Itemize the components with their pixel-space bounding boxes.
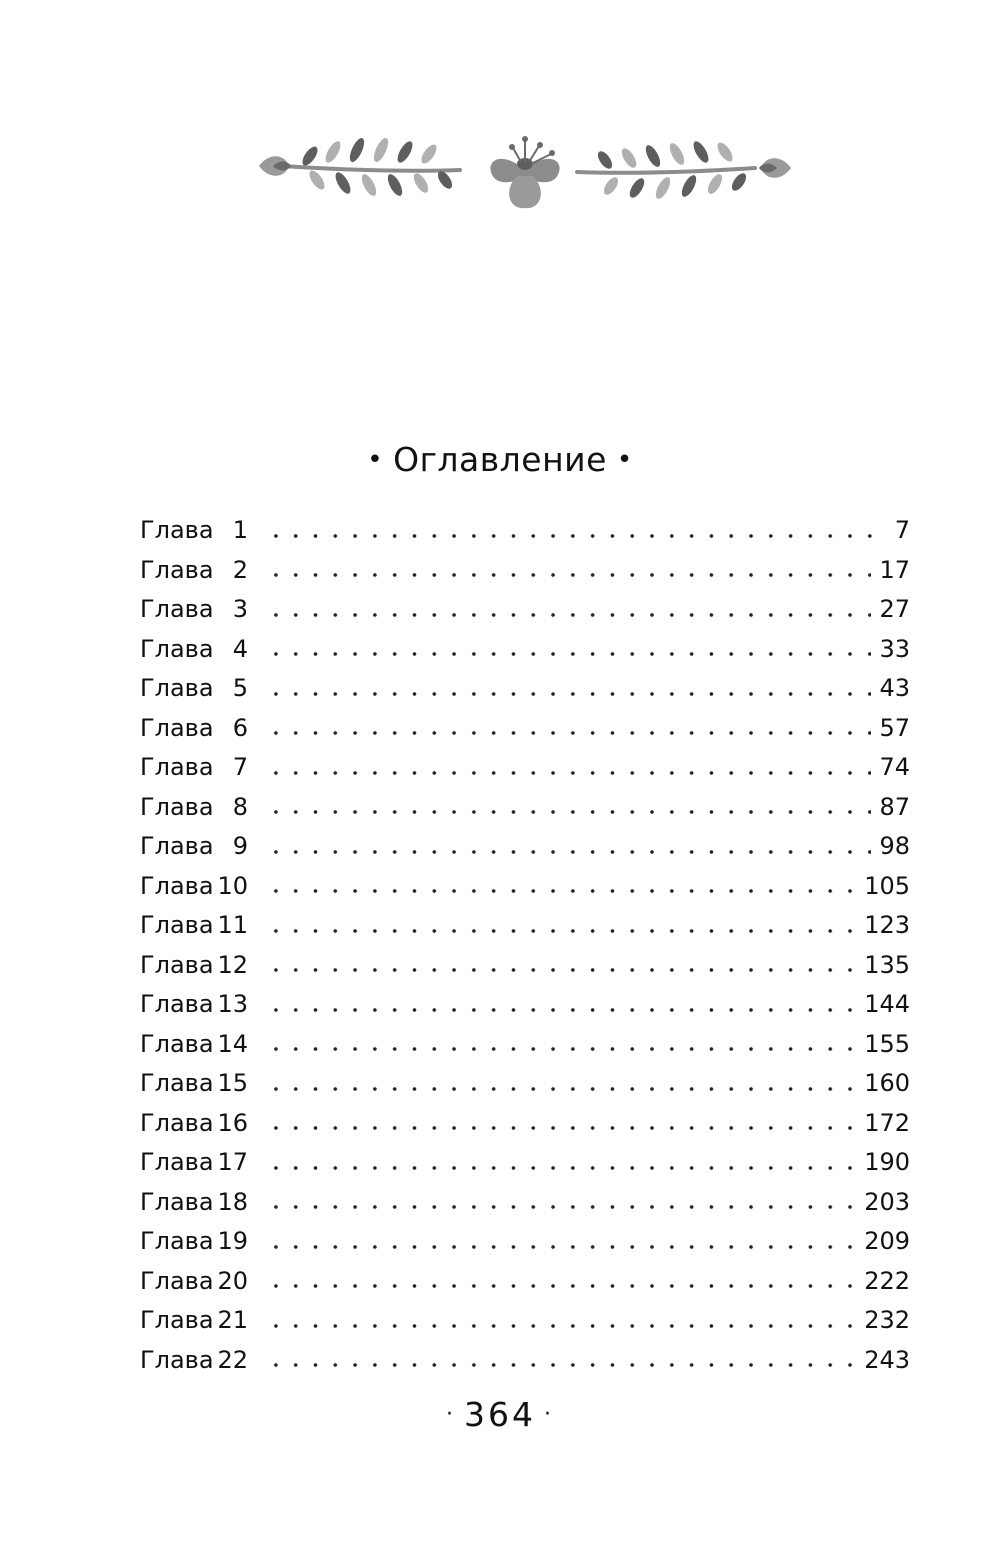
toc-entry — [140, 985, 910, 1025]
chapter-page-number: 144 — [864, 990, 910, 1018]
chapter-number: 11 — [217, 911, 248, 939]
chapter-number: 7 — [232, 753, 248, 781]
chapter-number: 3 — [232, 595, 248, 623]
dot-leader — [266, 1201, 856, 1213]
dot-leader — [266, 1280, 856, 1292]
chapter-page-number: 203 — [864, 1187, 910, 1216]
chapter-number: 10 — [217, 871, 248, 900]
toc-entry — [140, 590, 910, 630]
toc-entry — [140, 1143, 910, 1183]
dot-leader — [266, 1043, 856, 1055]
chapter-page-number: 74 — [879, 753, 910, 781]
chapter-number: 13 — [217, 990, 248, 1018]
chapter-page-number: 160 — [864, 1069, 910, 1097]
chapter-number: 18 — [217, 1187, 248, 1216]
chapter-page-number: 222 — [864, 1266, 910, 1295]
chapter-number: 2 — [232, 555, 248, 584]
dot-leader — [266, 648, 871, 660]
chapter-number: 19 — [217, 1227, 248, 1255]
chapter-number: 12 — [217, 950, 248, 979]
chapter-number: 14 — [217, 1029, 248, 1058]
center-flower-icon — [490, 136, 559, 208]
toc-entry — [140, 748, 910, 788]
dot-leader — [266, 1083, 856, 1095]
chapter-word: Глава — [140, 1108, 214, 1137]
folio-bullet-left: · — [446, 1402, 456, 1427]
chapter-page-number: 155 — [864, 1029, 910, 1058]
right-branch-icon — [577, 139, 791, 201]
chapter-word: Глава — [140, 1029, 214, 1058]
chapter-page-number: 33 — [879, 634, 910, 663]
toc-entry — [140, 1104, 910, 1144]
chapter-word: Глава — [140, 950, 214, 979]
chapter-word: Глава — [140, 1306, 214, 1334]
chapter-number: 9 — [232, 832, 248, 860]
chapter-number: 8 — [232, 792, 248, 821]
toc-entry — [140, 1262, 910, 1302]
chapter-page-number: 135 — [864, 950, 910, 979]
chapter-page-number: 7 — [894, 516, 910, 544]
chapter-page-number: 190 — [864, 1148, 910, 1176]
chapter-page-number: 98 — [879, 832, 910, 860]
chapter-number: 22 — [217, 1345, 248, 1374]
chapter-word: Глава — [140, 1266, 214, 1295]
toc-entry — [140, 669, 910, 709]
chapter-page-number: 87 — [879, 792, 910, 821]
chapter-word: Глава — [140, 674, 214, 702]
chapter-page-number: 172 — [864, 1108, 910, 1137]
chapter-word: Глава — [140, 1227, 214, 1255]
dot-leader — [266, 569, 871, 581]
chapter-page-number: 27 — [879, 595, 910, 623]
chapter-number: 5 — [232, 674, 248, 702]
toc-entry — [140, 946, 910, 986]
dot-leader — [266, 885, 856, 897]
toc-entry — [140, 551, 910, 591]
chapter-number: 17 — [217, 1148, 248, 1176]
toc-entry — [140, 906, 910, 946]
chapter-word: Глава — [140, 1345, 214, 1374]
chapter-word: Глава — [140, 713, 214, 742]
dot-leader — [266, 530, 886, 542]
table-of-contents — [140, 511, 910, 1380]
toc-entry — [140, 511, 910, 551]
toc-entry — [140, 827, 910, 867]
folio-bullet-right: · — [544, 1402, 554, 1427]
dot-leader — [266, 846, 871, 858]
left-branch-icon — [259, 136, 460, 198]
title-bullet-right: • — [616, 445, 633, 475]
dot-leader — [266, 1320, 856, 1332]
chapter-word: Глава — [140, 832, 214, 860]
chapter-page-number: 232 — [864, 1306, 910, 1334]
dot-leader — [266, 925, 856, 937]
chapter-word: Глава — [140, 1148, 214, 1176]
dot-leader — [266, 964, 856, 976]
chapter-page-number: 17 — [879, 555, 910, 584]
chapter-page-number: 105 — [864, 871, 910, 900]
dot-leader — [266, 1359, 856, 1371]
chapter-word: Глава — [140, 1069, 214, 1097]
chapter-word: Глава — [140, 871, 214, 900]
toc-entry — [140, 1183, 910, 1223]
toc-title — [0, 440, 1000, 479]
dot-leader — [266, 1241, 856, 1253]
chapter-page-number: 57 — [879, 713, 910, 742]
chapter-number: 21 — [217, 1306, 248, 1334]
chapter-number: 16 — [217, 1108, 248, 1137]
page-number-text: 364 — [464, 1395, 536, 1434]
chapter-page-number: 209 — [864, 1227, 910, 1255]
chapter-word: Глава — [140, 792, 214, 821]
toc-entry — [140, 630, 910, 670]
chapter-word: Глава — [140, 990, 214, 1018]
chapter-page-number: 123 — [864, 911, 910, 939]
dot-leader — [266, 1122, 856, 1134]
toc-entry — [140, 1064, 910, 1104]
toc-entry — [140, 1025, 910, 1065]
chapter-word: Глава — [140, 753, 214, 781]
dot-leader — [266, 767, 871, 779]
chapter-page-number: 43 — [879, 674, 910, 702]
chapter-word: Глава — [140, 1187, 214, 1216]
dot-leader — [266, 609, 871, 621]
chapter-word: Глава — [140, 595, 214, 623]
chapter-number: 1 — [232, 516, 248, 544]
chapter-page-number: 243 — [864, 1345, 910, 1374]
chapter-number: 4 — [232, 634, 248, 663]
chapter-word: Глава — [140, 634, 214, 663]
title-bullet-left: • — [367, 445, 384, 475]
dot-leader — [266, 1004, 856, 1016]
dot-leader — [266, 806, 871, 818]
chapter-word: Глава — [140, 555, 214, 584]
toc-entry — [140, 709, 910, 749]
page-number — [0, 1395, 1000, 1434]
dot-leader — [266, 688, 871, 700]
dot-leader — [266, 1162, 856, 1174]
toc-entry — [140, 1341, 910, 1381]
chapter-word: Глава — [140, 911, 214, 939]
toc-entry — [140, 788, 910, 828]
dot-leader — [266, 727, 871, 739]
chapter-number: 20 — [217, 1266, 248, 1295]
chapter-number: 6 — [232, 713, 248, 742]
toc-title-text: Оглавление — [393, 440, 607, 479]
toc-entry — [140, 1301, 910, 1341]
toc-entry — [140, 1222, 910, 1262]
floral-ornament-icon — [255, 130, 795, 220]
chapter-number: 15 — [217, 1069, 248, 1097]
toc-entry — [140, 867, 910, 907]
chapter-word: Глава — [140, 516, 214, 544]
